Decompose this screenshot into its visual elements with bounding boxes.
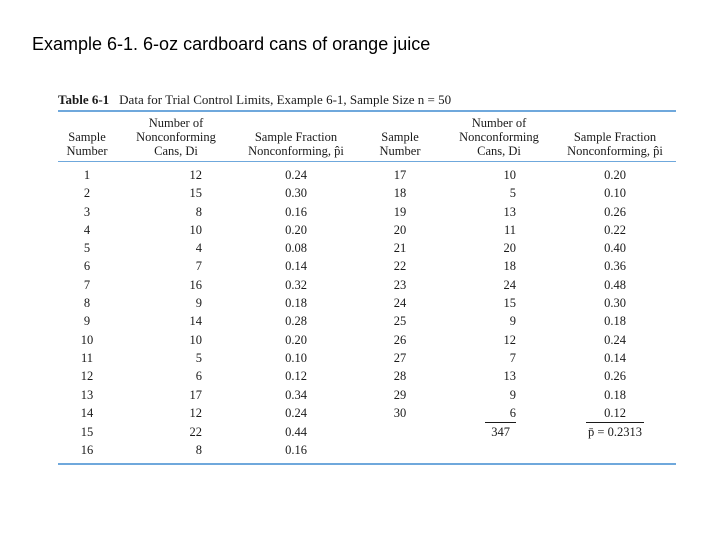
nonconforming-count-cell: 11 — [503, 222, 516, 237]
nonconforming-count-cell: 13 — [503, 204, 516, 219]
sample-fraction-cell — [554, 441, 676, 459]
total-nonconforming: 347 — [485, 422, 516, 441]
table-bottom-rule — [58, 463, 676, 465]
nonconforming-count-cell: 9 — [509, 314, 516, 329]
sample-number-cell: 2 — [83, 186, 91, 201]
header-sample-number-left: Sample Number — [66, 130, 108, 158]
header-sample-number-right: Sample Number — [379, 130, 421, 158]
table-row — [58, 276, 676, 294]
sample-number-cell: 22 — [393, 259, 407, 274]
sample-number-cell: 15 — [80, 424, 94, 439]
table-row — [58, 386, 676, 404]
sample-number-cell: 5 — [83, 241, 91, 256]
sample-number-cell: 10 — [80, 332, 94, 347]
nonconforming-count-cell: 7 — [509, 350, 516, 365]
table-row — [58, 349, 676, 367]
slide-title: Example 6-1. 6-oz cardboard cans of orange juice — [32, 34, 431, 54]
sample-number-cell: 20 — [393, 222, 407, 237]
sample-fraction-cell: 0.14 — [285, 259, 307, 274]
nonconforming-count-cell: 8 — [195, 443, 202, 458]
sample-number-cell: 21 — [393, 241, 407, 256]
nonconforming-count-cell: 14 — [189, 314, 202, 329]
table-row — [58, 221, 676, 239]
p-bar-cell — [554, 422, 676, 441]
data-table-figure — [58, 90, 676, 465]
nonconforming-count-cell: 5 — [195, 350, 202, 365]
sample-number-cell: 24 — [393, 296, 407, 311]
nonconforming-count-cell: 22 — [189, 424, 202, 439]
nonconforming-count-cell: 9 — [195, 296, 202, 311]
sample-number-cell: 26 — [393, 332, 407, 347]
nonconforming-count-cell: 12 — [189, 405, 202, 420]
sample-fraction-cell: 0.20 — [285, 332, 307, 347]
table-row — [58, 166, 676, 184]
table-row — [58, 367, 676, 385]
sample-fraction-cell: 0.18 — [604, 314, 626, 329]
nonconforming-count-cell: 18 — [503, 259, 516, 274]
sample-fraction-cell: 0.48 — [604, 277, 626, 292]
sample-fraction-cell: 0.16 — [285, 204, 307, 219]
header-nonconforming-right: Number of Nonconforming Cans, Di — [459, 116, 539, 158]
table-caption-text: Data for Trial Control Limits, Example 6-1, Sample Size n = 50 — [119, 92, 452, 107]
nonconforming-count-cell: 10 — [503, 168, 516, 182]
sample-fraction-cell: 0.10 — [604, 186, 626, 201]
sample-number-cell: 18 — [393, 186, 407, 201]
sample-fraction-cell: 0.26 — [604, 369, 626, 384]
sample-fraction-cell: 0.22 — [604, 222, 626, 237]
nonconforming-count-cell: 16 — [189, 277, 202, 292]
sample-number-cell: 13 — [80, 387, 94, 402]
sample-fraction-cell: 0.34 — [285, 387, 307, 402]
sample-number-cell: 25 — [393, 314, 407, 329]
sample-number-cell: 28 — [393, 369, 407, 384]
sample-fraction-cell: 0.24 — [285, 168, 307, 182]
nonconforming-count-cell: 13 — [503, 369, 516, 384]
table-row — [58, 331, 676, 349]
header-fraction-left: Sample Fraction Nonconforming, p̂i — [248, 130, 344, 158]
header-fraction-right: Sample Fraction Nonconforming, p̂i — [567, 130, 663, 158]
total-nonconforming-cell — [444, 422, 554, 441]
sample-number-cell: 12 — [80, 369, 94, 384]
table-row — [58, 312, 676, 330]
table-tag: Table 6-1 — [58, 92, 110, 107]
sample-number-cell: 16 — [80, 443, 94, 458]
table-row — [58, 422, 676, 441]
sample-number-cell: 27 — [393, 350, 407, 365]
sample-fraction-cell: 0.20 — [604, 168, 626, 182]
sample-number-cell: 1 — [83, 168, 91, 182]
sample-fraction-cell: 0.16 — [285, 443, 307, 458]
sample-number-cell: 19 — [393, 204, 407, 219]
sample-fraction-cell: 0.12 — [285, 369, 307, 384]
sample-number-cell: 3 — [83, 204, 91, 219]
nonconforming-count-cell: 20 — [503, 241, 516, 256]
nonconforming-count-cell: 5 — [509, 186, 516, 201]
sample-fraction-cell: 0.08 — [285, 241, 307, 256]
sample-number-cell: 11 — [80, 350, 94, 365]
sample-number-cell: 30 — [393, 405, 407, 420]
sample-number-cell — [356, 422, 444, 441]
table-header-row — [58, 112, 676, 161]
sample-fraction-cell: 0.28 — [285, 314, 307, 329]
table-row — [58, 257, 676, 275]
nonconforming-count-cell: 15 — [503, 296, 516, 311]
sample-fraction-cell: 0.44 — [285, 424, 307, 439]
sample-fraction-cell: 0.24 — [285, 405, 307, 420]
nonconforming-count-cell: 12 — [503, 332, 516, 347]
sample-number-cell: 4 — [83, 222, 91, 237]
sample-fraction-cell: 0.12 — [604, 405, 626, 420]
nonconforming-count-cell: 10 — [189, 222, 202, 237]
sample-number-cell — [356, 441, 444, 459]
sample-number-cell: 14 — [80, 405, 94, 420]
data-table — [58, 112, 676, 460]
nonconforming-count-cell — [444, 441, 554, 459]
nonconforming-count-cell: 15 — [189, 186, 202, 201]
table-caption — [58, 90, 676, 110]
nonconforming-count-cell: 4 — [195, 241, 202, 256]
header-nonconforming-left: Number of Nonconforming Cans, Di — [136, 116, 216, 158]
nonconforming-count-cell: 8 — [195, 204, 202, 219]
sample-fraction-cell: 0.40 — [604, 241, 626, 256]
sample-fraction-cell: 0.36 — [604, 259, 626, 274]
table-row — [58, 294, 676, 312]
nonconforming-count-cell: 9 — [509, 387, 516, 402]
nonconforming-count-cell: 7 — [195, 259, 202, 274]
sample-fraction-cell: 0.26 — [604, 204, 626, 219]
table-row — [58, 203, 676, 221]
table-row — [58, 404, 676, 422]
sample-number-cell: 17 — [393, 168, 407, 182]
sample-fraction-cell: 0.24 — [604, 332, 626, 347]
sample-fraction-cell: 0.14 — [604, 350, 626, 365]
sample-fraction-cell: 0.30 — [604, 296, 626, 311]
sample-number-cell: 6 — [83, 259, 91, 274]
sample-fraction-cell: 0.10 — [285, 350, 307, 365]
nonconforming-count-cell: 6 — [509, 405, 516, 420]
sample-fraction-cell: 0.30 — [285, 186, 307, 201]
sample-fraction-cell: 0.32 — [285, 277, 307, 292]
nonconforming-count-cell: 6 — [195, 369, 202, 384]
table-row — [58, 239, 676, 257]
sample-fraction-cell: 0.18 — [285, 296, 307, 311]
nonconforming-count-cell: 10 — [189, 332, 202, 347]
sample-number-cell: 7 — [83, 277, 91, 292]
sample-number-cell: 8 — [83, 296, 91, 311]
nonconforming-count-cell: 17 — [189, 387, 202, 402]
sample-fraction-cell: 0.18 — [604, 387, 626, 402]
sample-fraction-cell: 0.20 — [285, 222, 307, 237]
table-row — [58, 184, 676, 202]
table-row — [58, 441, 676, 459]
sample-number-cell: 23 — [393, 277, 407, 292]
table-body — [58, 166, 676, 460]
sample-number-cell: 29 — [393, 387, 407, 402]
sample-number-cell: 9 — [83, 314, 91, 329]
p-bar-value: p̄ = 0.2313 — [586, 422, 644, 441]
nonconforming-count-cell: 24 — [503, 277, 516, 292]
nonconforming-count-cell: 12 — [189, 168, 202, 182]
